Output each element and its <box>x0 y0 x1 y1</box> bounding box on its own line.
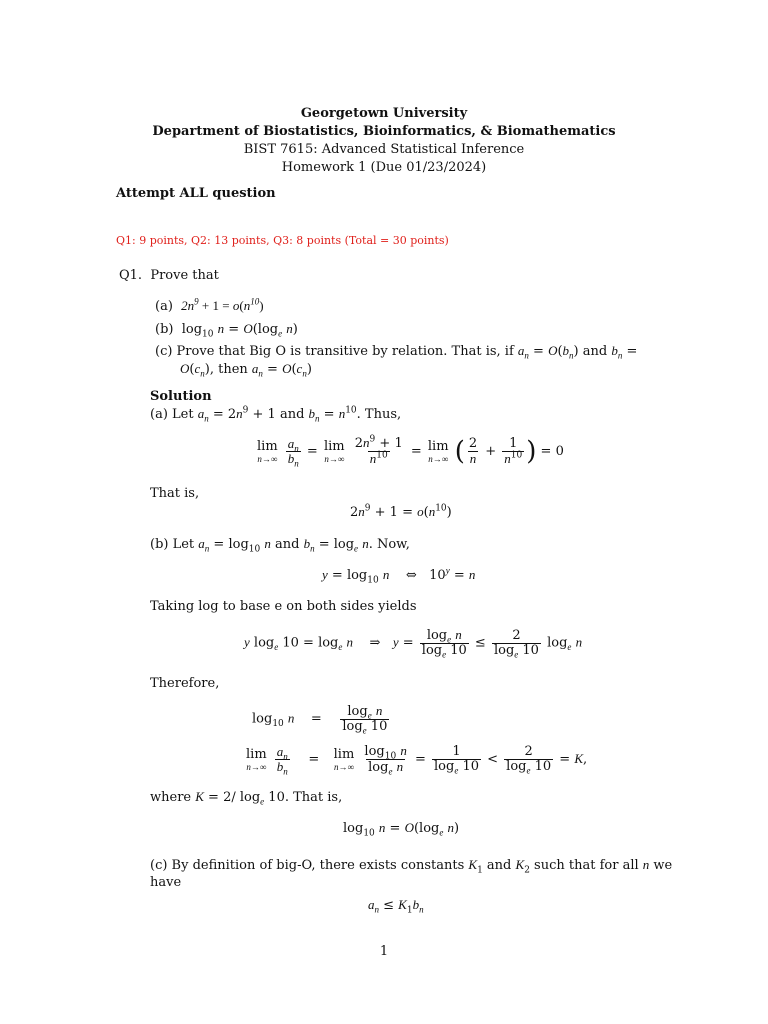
that-is-1: That is, <box>150 486 200 501</box>
q1-part-b: (b) $\log_{10} n = O(\log_e$ n) <box>155 321 298 340</box>
equation-b1: $y = \log_{10} n$ ⇔ $10^y = n$ <box>322 565 476 586</box>
solution-b-intro: (b) Let $a_n = \log_{10} n$ and $b_n = \log_e n$. Now, <box>150 536 410 555</box>
solution-c-line1: (c) By definition of big-O, there exists constants $K_1$ and $K_2$ such that for all n we <box>150 857 673 876</box>
solution-a-intro: (a) Let $a_n = 2n^9 + 1$ and $b_n = n^{10}$. Thus, <box>150 405 402 424</box>
result-b: $\log_{10} n = O(\log_e$ n) <box>343 820 460 839</box>
q1-part-a: (a) $2n^9 + 1 = o(n^{10})$ <box>155 296 264 314</box>
q1-part-c: (c) Prove that Big O is transitive by relation. That is, if $a_n = O(b_n)$ and $b_n$ = <box>155 343 638 361</box>
equation-b3: $\log_{10} n$ = $\frac{\log_e n}{\log_e 10}$ <box>252 703 388 736</box>
therefore: Therefore, <box>150 676 220 691</box>
taking-log: Taking log to base e on both sides yields <box>150 599 417 614</box>
university-title: Georgetown University <box>300 106 468 121</box>
where-k: where K = 2/ $\log_e 10$. That is, <box>150 789 343 807</box>
equation-b2: y $\log_e 10 = \log_e n$ ⇒ y = $\frac{\log_e n}{\log_e 10}$ ≤ $\frac{2}{\log_e 10}$ $\log_e n$ <box>244 627 583 660</box>
department-title: Department of Biostatistics, Bioinformatics, & Biomathematics <box>152 124 616 139</box>
instructions: Attempt ALL question <box>116 186 276 201</box>
page-number: 1 <box>379 944 389 959</box>
solution-c-line2: have <box>150 875 182 890</box>
solution-title: Solution <box>150 389 212 404</box>
q1-label: Q1. Prove that <box>119 268 219 283</box>
equation-c1: $a_n \le K_1b_n$ <box>368 897 424 916</box>
q1-part-c-cont: $O(c_n)$, then $a_n = O(c_n)$ <box>180 361 312 379</box>
points-breakdown: Q1: 9 points, Q2: 13 points, Q3: 8 points (Total = 30 points) <box>116 234 449 247</box>
result-a: $2n^9 + 1 = o(n^{10})$ <box>350 503 452 520</box>
homework-title: Homework 1 (Due 01/23/2024) <box>281 160 487 175</box>
equation-b4: lim n→∞ $\frac{a_n}{b_n}$ = lim n→∞ $\frac{\log_{10} n}{\log_e n}$ = $\frac{1}{\log_e 10}$ < $\frac{2}{\log_e 10}$ = K, <box>246 743 588 777</box>
course-title: BIST 7615: Advanced Statistical Inference <box>243 142 525 157</box>
limit-equation-a: lim n→∞ $\frac{a_n}{b_n}$ = lim n→∞ $\frac{2n^9 + 1}{n^{10}}$ = lim n→∞ ( $\frac{2}{n}$ + $\frac{1}{n^{10}}$ ) = 0 <box>257 434 564 469</box>
